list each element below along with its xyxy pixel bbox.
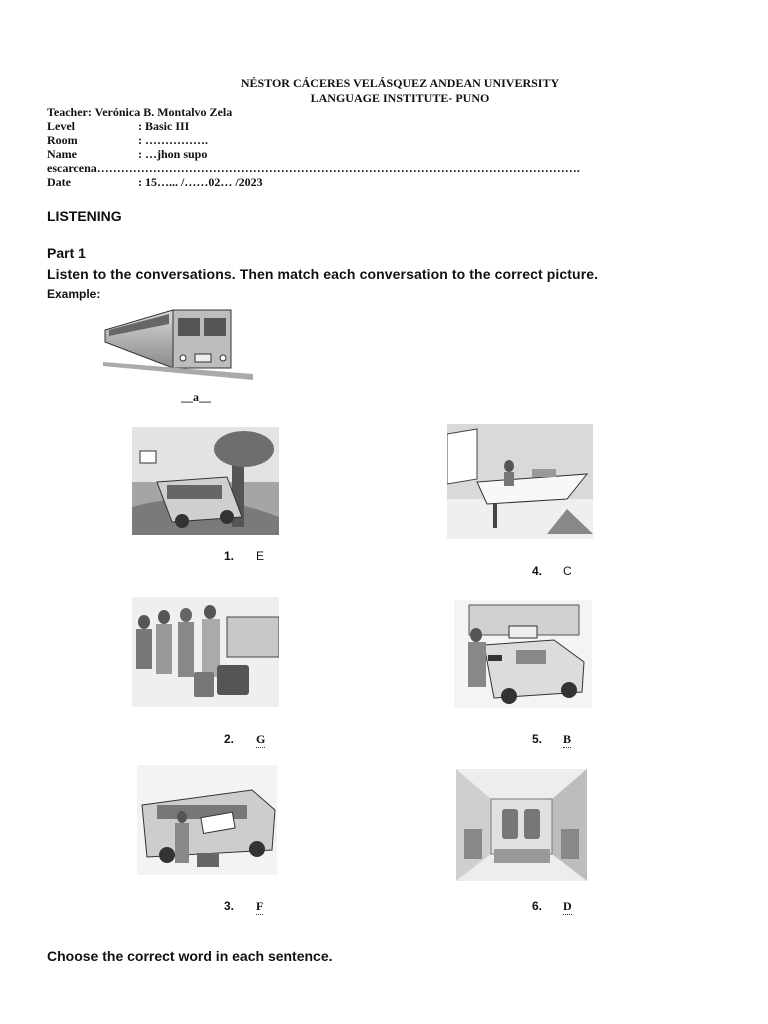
room-label: Room <box>47 133 78 147</box>
item-4-answer: C <box>563 564 572 578</box>
item-1-answer: E <box>256 549 265 563</box>
item-2-number: 2. <box>224 732 235 746</box>
level-label: Level <box>47 119 75 133</box>
minibus-crash-icon <box>132 427 279 535</box>
item-3-answer: F <box>256 899 264 913</box>
section-title: LISTENING <box>47 208 122 224</box>
item-6-number: 6. <box>532 899 543 913</box>
name-continued: escarcena…………………………………………………………………………………………………………. <box>47 161 580 175</box>
train-interior-icon <box>456 769 587 881</box>
date-value: : 15…... /……02… /2023 <box>138 175 263 189</box>
institute-title: LANGUAGE INSTITUTE- PUNO <box>310 91 490 105</box>
date-label: Date <box>47 175 71 189</box>
boat-icon <box>447 424 593 539</box>
limousine-icon <box>137 765 277 875</box>
example-label: Example: <box>47 287 101 301</box>
name-label: Name <box>47 147 77 161</box>
taxi-icon <box>454 600 592 708</box>
instruction: Listen to the conversations. Then match each conversation to the correct picture. <box>47 266 599 282</box>
item-4-number: 4. <box>532 564 543 578</box>
part-title: Part 1 <box>47 245 86 261</box>
item-3-number: 3. <box>224 899 235 913</box>
train-icon <box>103 302 253 382</box>
airport-queue-icon <box>132 597 279 707</box>
level-value: : Basic III <box>138 119 190 133</box>
item-2-answer: G <box>256 732 266 746</box>
example-answer: __a__ <box>181 390 211 404</box>
next-instruction: Choose the correct word in each sentence. <box>47 948 333 964</box>
item-5-number: 5. <box>532 732 543 746</box>
item-1-number: 1. <box>224 549 235 563</box>
item-5-answer: B <box>563 732 572 746</box>
item-6-answer: D <box>563 899 572 913</box>
name-value: : …jhon supo <box>138 147 208 161</box>
room-value: : ……………. <box>138 133 208 147</box>
teacher-line: Teacher: Verónica B. Montalvo Zela <box>47 105 233 119</box>
university-title: NÉSTOR CÁCERES VELÁSQUEZ ANDEAN UNIVERSITY <box>240 76 560 90</box>
